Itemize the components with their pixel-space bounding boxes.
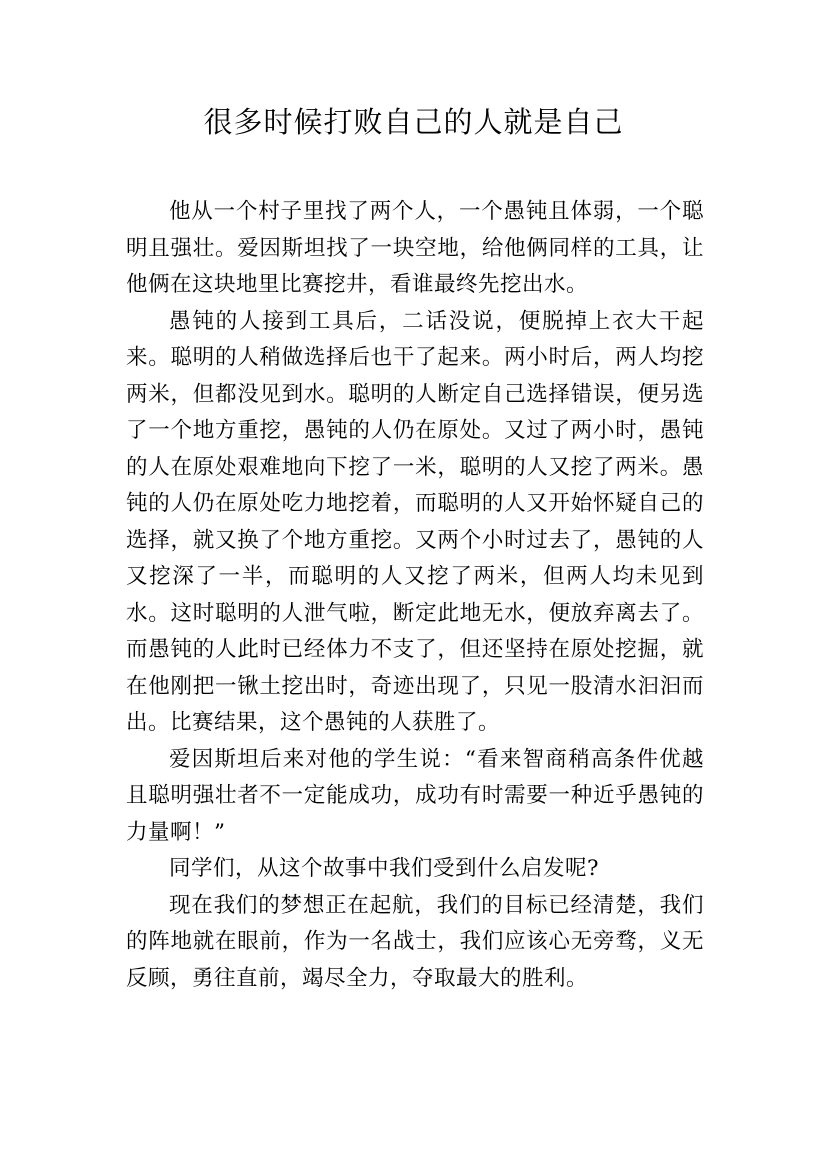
paragraph: 他从一个村子里找了两个人，一个愚钝且体弱，一个聪明且强壮。爱因斯坦找了一块空地，给他俩同样的工具，让他俩在这块地里比赛挖井，看谁最终先挖出水。 xyxy=(126,199,704,297)
paragraph: 现在我们的梦想正在起航，我们的目标已经清楚，我们的阵地就在眼前，作为一名战士，我们应该心无旁骛，义无反顾，勇往直前，竭尽全力，夺取最大的胜利。 xyxy=(126,892,704,991)
paragraph: 愚钝的人接到工具后，二话没说，便脱掉上衣大干起来。聪明的人稍做选择后也干了起来。两小时后，两人均挖两米，但都没见到水。聪明的人断定自己选择错误，便另选了一个地方重挖，愚钝的人仍在原处。又过了两小时，愚钝的人在原处艰难地向下挖了一米，聪明的人又挖了两米。愚钝的人仍在原处吃力地挖着，而聪明的人又开始怀疑自己的选择，就又换了个地方重挖。又两个小时过去了，愚钝的人又挖深了一半，而聪明的人又挖了两米，但两人均未见到水。这时聪明的人泄气啦，断定此地无水，便放弃离去了。而愚钝的人此时已经体力不支了，但还坚持在原处挖掘，就在他刚把一锹土挖出时，奇迹出现了，只见一股清水汩汩而出。比赛结果，这个愚钝的人获胜了。 xyxy=(126,308,704,735)
document-title: 很多时候打败自己的人就是自己 xyxy=(203,105,624,139)
document-body xyxy=(126,194,704,997)
paragraph: 同学们，从这个故事中我们受到什么启发呢? xyxy=(169,856,600,881)
paragraph: 爱因斯坦后来对他的学生说：“看来智商稍高条件优越且聪明强壮者不一定能成功，成功有时需要一种近乎愚钝的力量啊！” xyxy=(126,746,704,845)
